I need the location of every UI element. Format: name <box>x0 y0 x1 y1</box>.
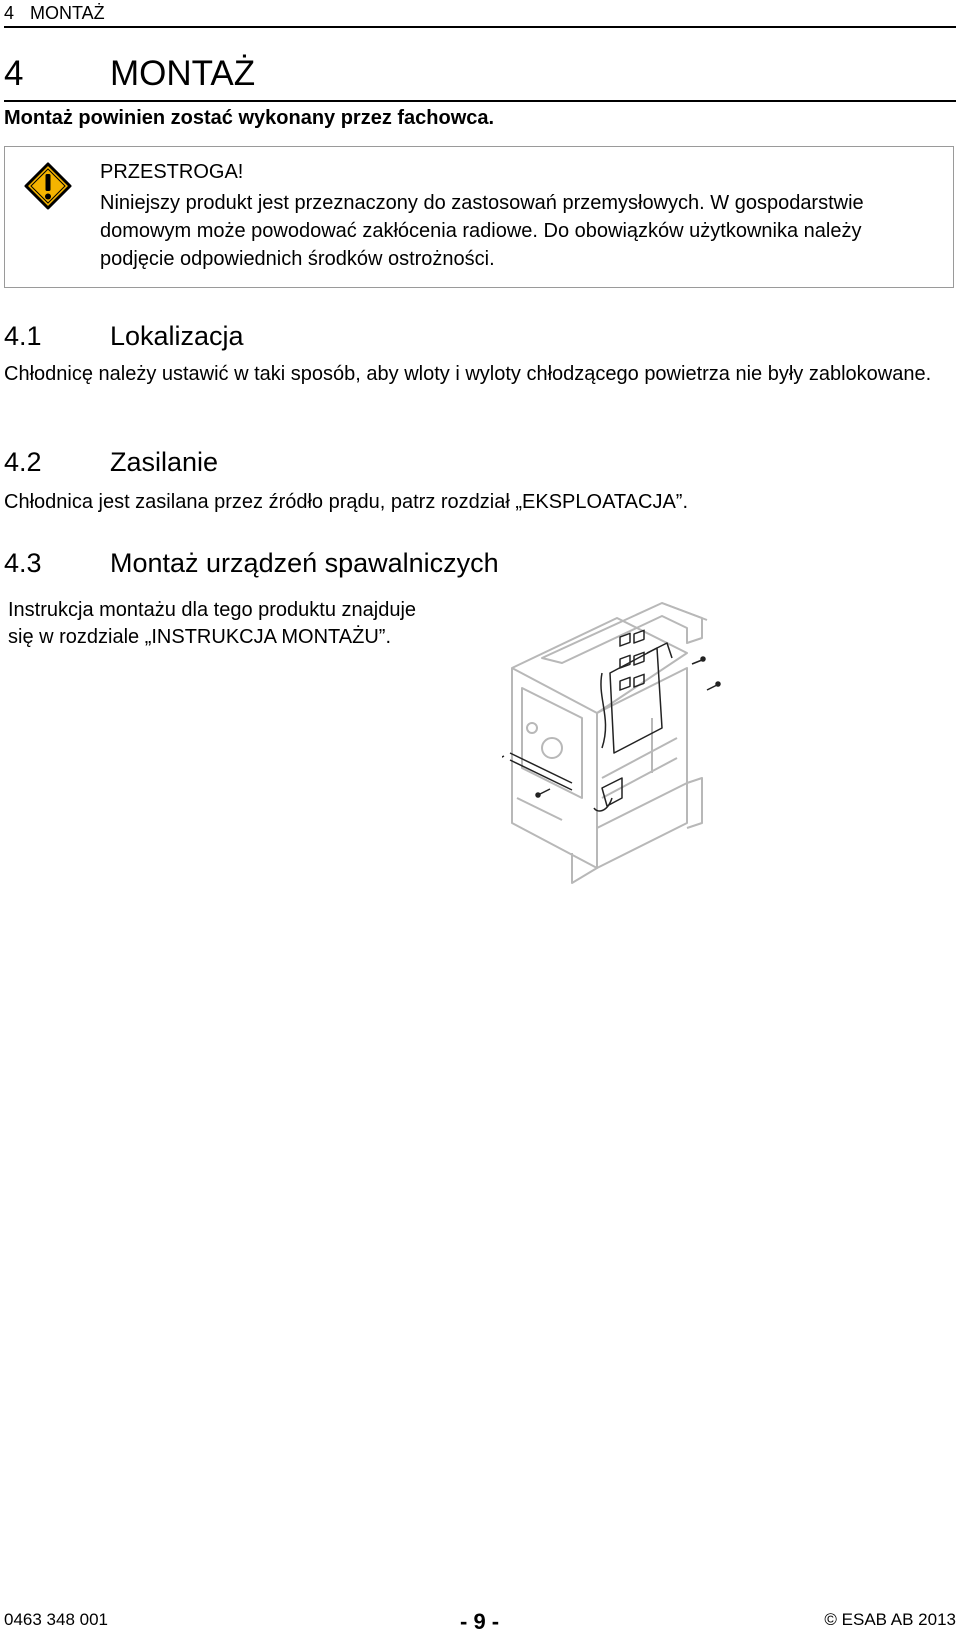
section-number: 4.2 <box>4 447 42 477</box>
running-header-number: 4 <box>4 3 15 23</box>
section-text-4-1: Chłodnicę należy ustawić w taki sposób, aby wloty i wyloty chłodzącego powietrza nie były zablokowane. <box>4 363 932 385</box>
lead-text: Montaż powinien zostać wykonany przez fachowca. <box>4 107 495 129</box>
section-heading-4-1 <box>4 319 244 353</box>
section-title: Montaż urządzeń spawalniczych <box>110 548 499 578</box>
section-title: Zasilanie <box>110 447 219 477</box>
chapter-title-text: MONTAŻ <box>110 54 256 93</box>
footer-doc-number: 0463 348 001 <box>4 1610 108 1629</box>
section-text-4-2: Chłodnica jest zasilana przez źródło prądu, patrz rozdział „EKSPLOATACJA”. <box>4 491 688 513</box>
section-number: 4.3 <box>4 548 42 578</box>
running-header-title: MONTAŻ <box>30 3 105 23</box>
warning-title: PRZESTROGA! <box>100 161 244 183</box>
footer-page-number: - 9 - <box>460 1609 500 1634</box>
running-header <box>4 2 956 28</box>
warning-triangle-icon <box>23 161 73 211</box>
chapter-title <box>4 52 956 102</box>
section-title: Lokalizacja <box>110 321 244 351</box>
section-text-4-3: Instrukcja montażu dla tego produktu znajduje się w rozdziale „INSTRUKCJA MONTAŻU”. <box>8 599 417 648</box>
chapter-number: 4 <box>4 54 24 93</box>
section-heading-4-3 <box>4 546 499 580</box>
footer-copyright: © ESAB AB 2013 <box>824 1610 956 1629</box>
warning-text: Niniejszy produkt jest przeznaczony do zastosowań przemysłowych. W gospodarstwie domowym może powodować zakłócenia radiowe. Do obowiązków użytkownika należy podjęcie odpowiednich środków ostrożności. <box>100 192 864 270</box>
warning-box <box>4 146 954 288</box>
section-number: 4.1 <box>4 321 42 351</box>
section-heading-4-2 <box>4 445 218 479</box>
welding-unit-illustration <box>502 598 762 888</box>
